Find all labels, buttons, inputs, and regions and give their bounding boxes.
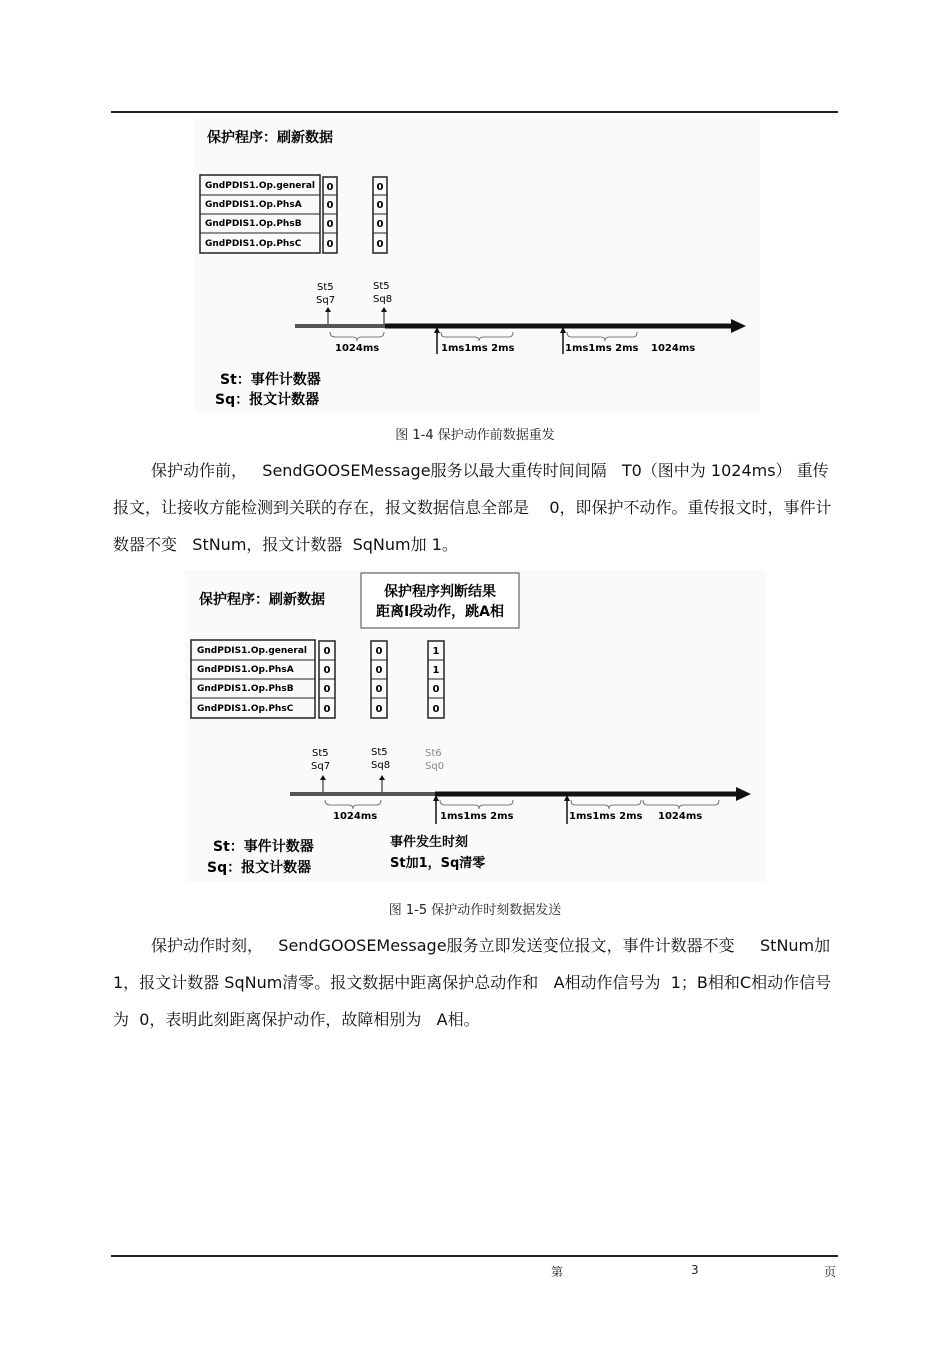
fig4-cell: 0 (326, 219, 334, 230)
footer-page-suffix: 页 (824, 1265, 837, 1279)
fig5-marker-sq: Sq7 (311, 761, 331, 772)
fig4-interval: 1024ms (335, 343, 380, 354)
fig4-signal: GndPDIS1.Op.PhsA (205, 200, 302, 210)
fig4-signal: GndPDIS1.Op.general (205, 181, 315, 191)
fig4-interval: 1ms1ms 2ms (441, 343, 515, 354)
figure-1-4 (195, 118, 760, 413)
fig5-legend-sq: Sq：报文计数器 (207, 860, 312, 876)
fig5-cell: 0 (375, 704, 383, 715)
fig4-cell: 0 (326, 182, 334, 193)
fig5-cell: 1 (432, 665, 440, 676)
fig5-signal: GndPDIS1.Op.general (197, 646, 307, 656)
fig5-cell: 0 (323, 704, 331, 715)
fig5-interval: 1024ms (333, 811, 378, 822)
fig5-legend-st: St：事件计数器 (213, 839, 314, 855)
fig5-box-line1: 保护程序判断结果 (384, 584, 496, 600)
fig5-cell: 0 (375, 665, 383, 676)
fig4-marker-st: St5 (373, 281, 390, 292)
paragraph-before-action: 保护动作前， SendGOOSEMessage服务以最大重传时间间隔 T0（图中为 1024ms） 重传报文，让接收方能检测到关联的存在，报文数据信息全部是 0，即保护不动作。重传报文时，事件计数器不变 StNum，报文计数器 SqNum加 1。 (113, 461, 832, 554)
fig5-marker-st: St5 (312, 748, 329, 759)
fig4-signal: GndPDIS1.Op.PhsC (205, 239, 302, 249)
fig5-cell: 0 (375, 646, 383, 657)
fig4-legend-st: St：事件计数器 (220, 372, 321, 388)
fig4-cell: 0 (376, 182, 384, 193)
fig4-signal: GndPDIS1.Op.PhsB (205, 219, 302, 229)
fig5-cell: 1 (432, 646, 440, 657)
fig5-signal: GndPDIS1.Op.PhsC (197, 704, 294, 714)
fig4-title: 保护程序：刷新数据 (207, 130, 333, 146)
fig4-cell: 0 (376, 200, 384, 211)
fig5-marker-st: St5 (371, 747, 388, 758)
footer-rule (111, 1255, 838, 1257)
fig5-cell: 0 (432, 684, 440, 695)
fig5-cell: 0 (323, 646, 331, 657)
fig5-signal: GndPDIS1.Op.PhsA (197, 665, 294, 675)
footer-page-number: 3 (691, 1263, 699, 1277)
fig5-marker-st: St6 (425, 748, 442, 759)
fig4-cell: 0 (326, 200, 334, 211)
fig4-marker-st: St5 (317, 282, 334, 293)
fig5-interval: 1ms1ms 2ms (569, 811, 643, 822)
fig5-event-line2: St加1，Sq清零 (390, 856, 486, 871)
figure-caption: 图 1-4 保护动作前数据重发 (395, 428, 555, 443)
fig4-marker-sq: Sq7 (316, 295, 336, 306)
fig5-cell: 0 (432, 704, 440, 715)
fig4-interval: 1024ms (651, 343, 696, 354)
fig5-cell: 0 (323, 665, 331, 676)
fig5-title: 保护程序：刷新数据 (199, 592, 325, 608)
footer-page-prefix: 第 (551, 1265, 564, 1279)
fig5-cell: 0 (323, 684, 331, 695)
fig4-legend-sq: Sq：报文计数器 (215, 392, 320, 408)
fig4-interval: 1ms1ms 2ms (565, 343, 639, 354)
fig5-signal: GndPDIS1.Op.PhsB (197, 684, 294, 694)
header-rule (111, 111, 838, 113)
fig4-marker-sq: Sq8 (373, 294, 393, 305)
fig4-cell: 0 (376, 239, 384, 250)
fig5-interval: 1024ms (658, 811, 703, 822)
figure-caption: 图 1-5 保护动作时刻数据发送 (388, 903, 562, 918)
fig5-marker-sq: Sq8 (371, 760, 391, 771)
fig5-cell: 0 (375, 684, 383, 695)
fig4-cell: 0 (376, 219, 384, 230)
fig5-box-line2: 距离I段动作，跳A相 (375, 604, 505, 620)
fig5-event-line1: 事件发生时刻 (390, 835, 469, 850)
figure-1-5 (185, 570, 765, 882)
fig5-marker-sq: Sq0 (425, 761, 445, 772)
fig4-cell: 0 (326, 239, 334, 250)
fig5-interval: 1ms1ms 2ms (440, 811, 514, 822)
paragraph-action-moment: 保护动作时刻， SendGOOSEMessage服务立即发送变位报文，事件计数器不变 StNum加 1，报文计数器 SqNum清零。报文数据中距离保护总动作和 A相动作信号为 1；B相和C相动作信号为 0，表明此刻距离保护动作，故障相别为 A相。 (113, 936, 832, 1029)
